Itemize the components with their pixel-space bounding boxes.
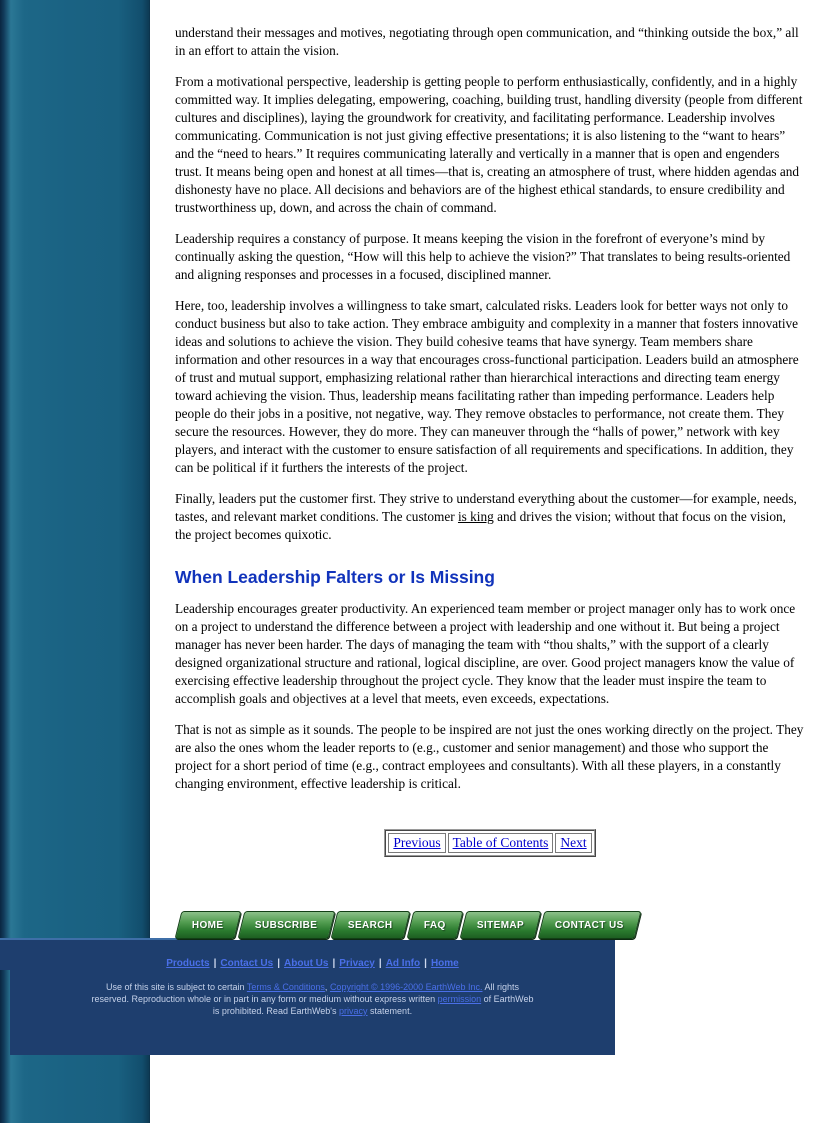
nav-subscribe-label: SUBSCRIBE (254, 919, 318, 931)
footer-privacy-link[interactable]: Privacy (339, 958, 375, 969)
nav-sitemap-label: SITEMAP (476, 919, 524, 931)
bottom-navbar (178, 911, 638, 939)
footer-about-link[interactable]: About Us (284, 958, 329, 969)
footer-links-row (10, 958, 615, 969)
nav-faq-label: FAQ (423, 919, 446, 931)
paragraph: understand their messages and motives, negotiating through open communication, and “thinking outside the box,” all in an effort to attain the vision. (175, 25, 799, 58)
paragraph (175, 490, 805, 544)
nav-contact-label: CONTACT US (554, 919, 624, 931)
legal-segment: All rights reserved. Reproduction whole or in part in any form or medium without express written (91, 982, 520, 1004)
paragraph-text: Finally, leaders put the customer first. They strive to understand everything about the customer—for example, needs, tastes, and relevant market conditions. The customer (175, 491, 797, 524)
pager-table (384, 829, 595, 857)
pager-previous-link[interactable]: Previous (393, 835, 441, 850)
pager-cell (555, 833, 591, 853)
pager-cell (448, 833, 554, 853)
nav-contact-button[interactable] (537, 911, 641, 939)
pager (175, 829, 805, 857)
legal-text (88, 981, 538, 1017)
pager-next-link[interactable]: Next (560, 835, 587, 850)
permission-link[interactable]: permission (437, 994, 482, 1004)
footer-adinfo-link[interactable]: Ad Info (385, 958, 421, 969)
nav-home-button[interactable] (175, 911, 242, 939)
section-heading: When Leadership Falters or Is Missing (175, 567, 495, 587)
privacy-statement-link[interactable]: privacy (339, 1006, 368, 1016)
paragraph: Here, too, leadership involves a willingness to take smart, calculated risks. Leaders look for better ways not only to conduct business but also to take action. They embrace ambiguity and complexity in a manner that fosters innovative ideas and solutions to achieve the vision. They build cohesive teams that have synergy. Team members share information and other resources in a way that encourages cross-functional participation. Leaders build an atmosphere of trust and mutual support, emphasizing relational rather than hierarchical interactions and directing team energy toward achieving the vision. Thus, leadership means facilitating rather than impeding performance. Leaders help people do their jobs in a positive, not negative, way. They remove obstacles to performance, not create them. They secure the resources. However, they do more. They can maneuver through the “halls of power,” network with key players, and interact with the customer to ensure satisfaction of all requirements and specifications. In addition, they can be political if it furthers the interests of the project. (175, 298, 799, 475)
nav-faq-button[interactable] (406, 911, 463, 939)
footer-home-link[interactable]: Home (430, 958, 459, 969)
separator: | (378, 958, 382, 969)
paragraph: Leadership encourages greater productivity. An experienced team member or project manager only has to work once on a project to understand the difference between a project with leadership and one without it. But being a project manager has never been harder. The days of managing the team with “thou shalts,” with the support of a clearly designed organizational structure and rational, logical discipline, are over. Good project managers know the value of exercising effective leadership throughout the project cycle. They know that the leader must inspire the team to accomplish goals and objectives at a level that meets, even exceeds, expectations. (175, 601, 796, 706)
footer-products-link[interactable]: Products (166, 958, 210, 969)
main-content (150, 0, 816, 857)
separator: | (213, 958, 217, 969)
separator: | (424, 958, 427, 969)
legal-segment: statement. (367, 1006, 413, 1016)
paragraph-text: and drives the vision; without that focus on the vision, the project becomes quixotic. (175, 509, 786, 542)
nav-search-label: SEARCH (348, 919, 393, 931)
pager-cell (388, 833, 445, 853)
nav-subscribe-button[interactable] (237, 911, 334, 939)
paragraph: That is not as simple as it sounds. The people to be inspired are not just the ones working directly on the project. They are also the ones whom the leader reports to (e.g., customer and senior management) and those who support the project for a short period of time (e.g., contract employees and consultants). With all these players, in a constantly changing environment, effective leadership is critical. (175, 722, 804, 791)
nav-home-label: HOME (192, 919, 224, 931)
paragraph: Leadership requires a constancy of purpose. It means keeping the vision in the forefront of everyone’s mind by continually asking the question, “How will this help to achieve the vision?” That translates to being results-oriented and aligning responses and processes in a focused, disciplined manner. (175, 231, 791, 282)
inline-underlined-text: is king (457, 509, 494, 524)
copyright-link[interactable]: Copyright © 1996-2000 EarthWeb Inc. (329, 982, 483, 992)
legal-segment: , (324, 982, 330, 992)
pager-toc-link[interactable]: Table of Contents (452, 835, 549, 850)
footer-panel (10, 940, 615, 1055)
separator: | (277, 958, 281, 969)
legal-segment: of EarthWeb is prohibited. Read EarthWeb's (212, 994, 534, 1016)
paragraph: From a motivational perspective, leadership is getting people to perform enthusiastically, confidently, and in a highly committed way. It implies delegating, empowering, coaching, building trust, handling diversity (people from different cultures and disciplines), laying the groundwork for creativity, and facilitating performance. Leadership involves communicating. Communication is not just giving effective presentations; it is also listening to the “want to hears” and the “need to hears.” It requires communicating laterally and vertically in a manner that is open and engenders trust. It means being open and honest at all times—that is, creating an atmosphere of trust, where hidden agendas and dishonesty have no place. All decisions and behaviors are of the highest ethical standards, to ensure credibility and trustworthiness up, down, and across the chain of command. (175, 74, 803, 215)
nav-sitemap-button[interactable] (459, 911, 541, 939)
separator: | (332, 958, 336, 969)
nav-search-button[interactable] (331, 911, 411, 939)
legal-segment: Use of this site is subject to certain (105, 982, 247, 992)
terms-link[interactable]: Terms & Conditions (246, 982, 325, 992)
footer-contact-link[interactable]: Contact Us (220, 958, 274, 969)
